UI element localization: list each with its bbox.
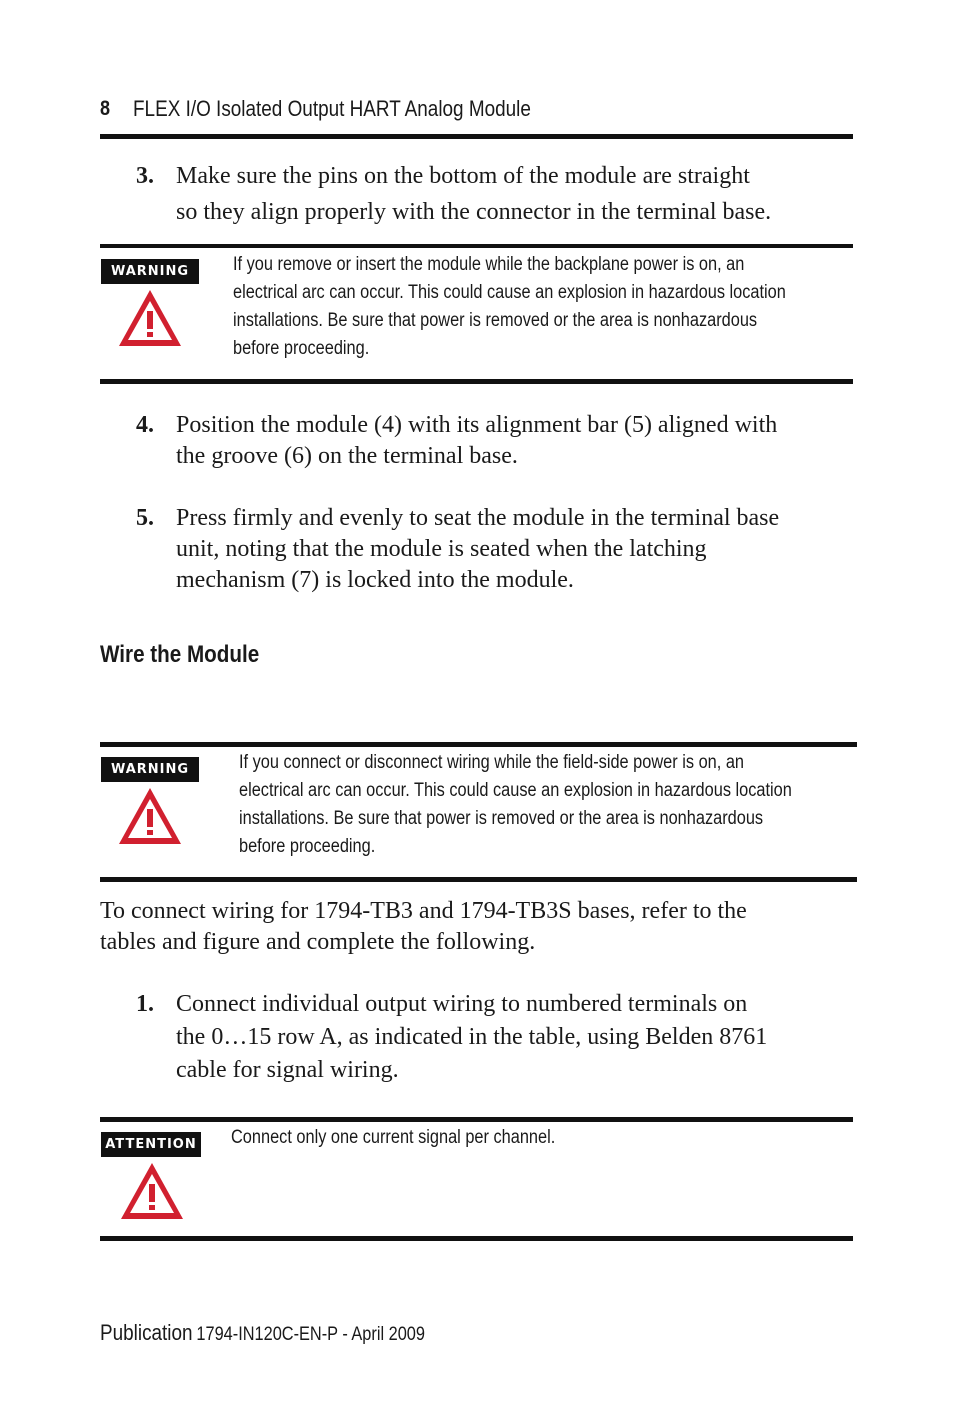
warning-triangle-icon	[118, 1160, 186, 1222]
step-line: mechanism (7) is locked into the module.	[176, 567, 574, 593]
warning-line: electrical arc can occur. This could cause an explosion in hazardous location	[233, 282, 786, 303]
step-text	[176, 410, 861, 472]
step-line: so they align properly with the connector in the terminal base.	[176, 199, 772, 225]
warning-line: installations. Be sure that power is removed or the area is nonhazardous	[233, 310, 758, 331]
warning-text	[239, 749, 792, 861]
warning-line: before proceeding.	[239, 836, 376, 857]
wiring-intro	[100, 896, 840, 958]
publication-number: 1794-IN120C-EN-P - April 2009	[196, 1324, 425, 1345]
warning-line: If you remove or insert the module while the backplane power is on, an	[233, 254, 745, 275]
warning-callout-field-wiring	[100, 747, 857, 878]
warning-line: electrical arc can occur. This could cause an explosion in hazardous location	[239, 780, 792, 801]
warning-text	[233, 251, 786, 363]
step-line: the groove (6) on the terminal base.	[176, 443, 518, 469]
warning-bottom-rule	[100, 877, 857, 882]
header-title: FLEX I/O Isolated Output HART Analog Module	[133, 96, 531, 121]
footer-label: Publication	[100, 1320, 193, 1345]
attention-line: Connect only one current signal per channel.	[231, 1127, 556, 1148]
step-line: Position the module (4) with its alignment bar (5) aligned with	[176, 412, 778, 438]
attention-callout	[100, 1122, 853, 1237]
warning-line: installations. Be sure that power is removed or the area is nonhazardous	[239, 808, 764, 829]
step-number: 1.	[136, 991, 154, 1017]
warning-label: WARNING	[101, 757, 199, 782]
step-line: the 0…15 row A, as indicated in the table, using Belden 8761	[176, 1024, 768, 1050]
page-header	[100, 94, 853, 124]
step-line: cable for signal wiring.	[176, 1057, 399, 1083]
page-footer	[100, 1318, 425, 1351]
step-line: Connect individual output wiring to numbered terminals on	[176, 991, 748, 1017]
intro-line: To connect wiring for 1794-TB3 and 1794-TB3S bases, refer to the	[100, 898, 747, 924]
attention-bottom-rule	[100, 1236, 853, 1241]
warning-callout-backplane	[100, 248, 853, 380]
attention-text	[231, 1124, 764, 1152]
attention-label: ATTENTION	[101, 1132, 201, 1157]
step-text	[176, 988, 861, 1087]
step-number: 4.	[136, 412, 154, 438]
step-line: Make sure the pins on the bottom of the module are straight	[176, 163, 750, 189]
warning-bottom-rule	[100, 379, 853, 384]
warning-triangle-icon	[116, 785, 184, 847]
step-number: 3.	[136, 163, 154, 189]
step-text	[176, 503, 861, 596]
warning-line: before proceeding.	[233, 338, 370, 359]
warning-triangle-icon	[116, 287, 184, 349]
step-line: Press firmly and evenly to seat the module in the terminal base	[176, 505, 780, 531]
step-text	[176, 158, 861, 230]
page-number: 8	[100, 97, 111, 120]
section-heading: Wire the Module	[100, 641, 260, 668]
header-rule	[100, 134, 853, 139]
warning-label: WARNING	[101, 259, 199, 284]
step-line: unit, noting that the module is seated when the latching	[176, 536, 707, 562]
intro-line: tables and figure and complete the following.	[100, 929, 536, 955]
step-number: 5.	[136, 505, 154, 531]
warning-line: If you connect or disconnect wiring while the field-side power is on, an	[239, 752, 744, 773]
